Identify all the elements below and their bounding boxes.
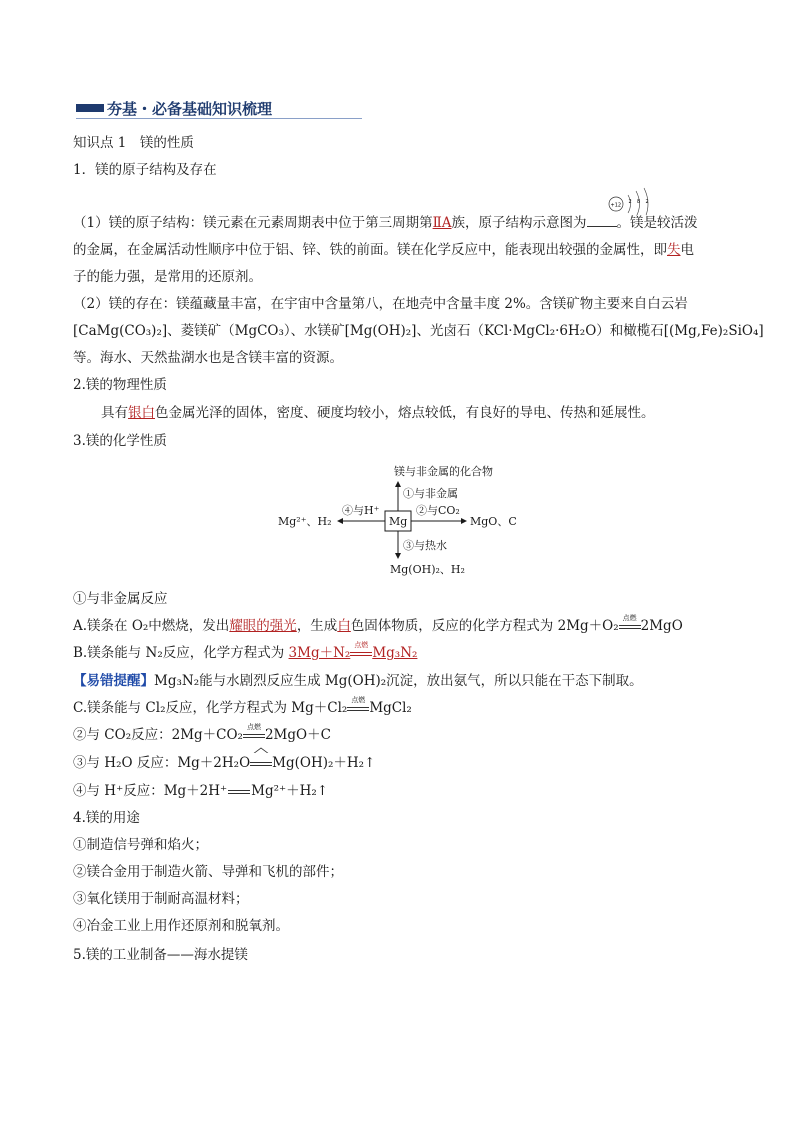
text-segment: ④与 H⁺反应：Mg＋2H⁺ bbox=[73, 783, 228, 799]
text-segment: 2MgO bbox=[640, 618, 683, 634]
reaction-nitrogen bbox=[73, 643, 417, 663]
text-segment: 色固体物质，反应的化学方程式为 2Mg＋O₂ bbox=[350, 618, 619, 634]
group-answer: ⅡA bbox=[432, 215, 452, 231]
text-segment: 电 bbox=[680, 242, 694, 258]
diagram-right-product: MgO、C bbox=[470, 515, 517, 528]
answer-lose: 失 bbox=[667, 242, 681, 258]
text-segment: 。镁是较活泼 bbox=[616, 215, 698, 231]
diagram-right-label: ②与CO₂ bbox=[416, 504, 460, 517]
heading-uses: 4.镁的用途 bbox=[73, 810, 140, 826]
heading-industrial-prep: 5.镁的工业制备——海水提镁 bbox=[73, 947, 248, 963]
diagram-up-label: ①与非金属 bbox=[403, 487, 458, 500]
condition-label: 点燃 bbox=[351, 696, 366, 704]
text-segment: ②与 CO₂反应：2Mg＋CO₂ bbox=[73, 727, 243, 743]
ignition-condition bbox=[347, 698, 369, 718]
error-reminder bbox=[73, 671, 643, 691]
heat-condition bbox=[250, 753, 272, 773]
diagram-down-label: ③与热水 bbox=[403, 539, 447, 552]
reaction-co2 bbox=[73, 725, 331, 745]
text-segment: ，生成 bbox=[296, 618, 338, 634]
diagram-left-product: Mg²⁺、H₂ bbox=[278, 515, 332, 528]
para-existence-line1: （2）镁的存在：镁蕴藏量丰富，在宇宙中含量第八，在地壳中含量丰度 2%。含镁矿物主要来自白云岩 bbox=[73, 296, 688, 312]
reaction-oxygen bbox=[73, 616, 683, 636]
use-item-3: ③氧化镁用于制耐高温材料； bbox=[73, 891, 249, 907]
para-existence-line2: [CaMg(CO₃)₂]、菱镁矿（MgCO₃）、水镁矿[Mg(OH)₂]、光卤石（KCl·MgCl₂·6H₂O）和橄榄石[(Mg,Fe)₂SiO₄] bbox=[73, 323, 764, 339]
text-segment: B.镁条能与 N₂反应，化学方程式为 bbox=[73, 645, 289, 661]
text-segment: 具有 bbox=[101, 405, 128, 421]
error-reminder-label: 【易错提醒】 bbox=[73, 673, 154, 689]
diagram-bottom-product: Mg(OH)₂、H₂ bbox=[390, 563, 465, 576]
shell-electrons-3: 2 bbox=[645, 199, 649, 205]
shell-electrons-2: 8 bbox=[637, 199, 641, 205]
use-item-2: ②镁合金用于制造火箭、导弹和飞机的部件； bbox=[73, 864, 343, 880]
reaction-acid bbox=[73, 781, 328, 801]
use-item-4: ④冶金工业上用作还原剂和脱氧剂。 bbox=[73, 918, 289, 934]
diagram-left-label: ④与H⁺ bbox=[342, 504, 380, 517]
section-header-bar bbox=[76, 104, 104, 112]
text-segment: C.镁条能与 Cl₂反应，化学方程式为 Mg＋Cl₂ bbox=[73, 700, 348, 716]
error-reminder-text: Mg₃N₂能与水剧烈反应生成 Mg(OH)₂沉淀，放出氨气，所以只能在干态下制取。 bbox=[154, 673, 643, 689]
answer-equation-left: 3Mg＋N₂ bbox=[288, 645, 351, 661]
atom-structure-diagram bbox=[606, 185, 666, 215]
text-segment: Mg(OH)₂＋H₂↑ bbox=[272, 755, 376, 771]
answer-equation-right: Mg₃N₂ bbox=[372, 645, 418, 661]
heading-chemical: 3.镁的化学性质 bbox=[73, 433, 167, 449]
reaction-chlorine bbox=[73, 698, 412, 718]
heading-nonmetal-reaction: ①与非金属反应 bbox=[73, 591, 168, 607]
text-segment: A.镁条在 O₂中燃烧，发出 bbox=[73, 618, 230, 634]
text-segment: 族，原子结构示意图为 bbox=[451, 215, 587, 231]
equals-sign bbox=[228, 790, 250, 794]
section-title: 夯基・必备基础知识梳理 bbox=[107, 100, 273, 118]
text-segment: Mg²⁺＋H₂↑ bbox=[251, 783, 329, 799]
text-segment: MgCl₂ bbox=[369, 700, 412, 716]
condition-label: 点燃 bbox=[246, 723, 261, 731]
section-rule bbox=[76, 118, 362, 119]
reaction-water bbox=[73, 753, 375, 773]
answer-silver-white: 银白 bbox=[128, 405, 155, 421]
text-segment: 的金属，在金属活动性顺序中位于铝、锌、铁的前面。镁在化学反应中，能表现出较强的金属性，即 bbox=[73, 242, 667, 258]
use-item-1: ①制造信号弹和焰火； bbox=[73, 837, 208, 853]
reaction-diagram bbox=[270, 458, 530, 582]
condition-label: 点燃 bbox=[354, 641, 369, 649]
diagram-top-label: 镁与非金属的化合物 bbox=[394, 465, 493, 478]
ignition-condition bbox=[243, 725, 265, 745]
para-structure-line3: 子的能力强，是常用的还原剂。 bbox=[73, 269, 262, 285]
text-segment: 色金属光泽的固体，密度、硬度均较小，熔点较低，有良好的导电、传热和延展性。 bbox=[155, 405, 655, 421]
text-segment: （1）镁的原子结构：镁元素在元素周期表中位于第三周期第 bbox=[73, 215, 433, 231]
answer-white: 白 bbox=[337, 618, 351, 634]
nucleus-charge: +12 bbox=[610, 202, 622, 209]
para-existence-line3: 等。海水、天然盐湖水也是含镁丰富的资源。 bbox=[73, 350, 343, 366]
shell-electrons-1: 2 bbox=[628, 199, 632, 205]
para-structure-line2 bbox=[73, 240, 694, 260]
para-structure-line1 bbox=[73, 213, 698, 233]
ignition-condition bbox=[619, 616, 641, 636]
para-physical bbox=[101, 403, 655, 423]
diagram-center: Mg bbox=[389, 515, 408, 528]
knowledge-point-title: 知识点 1 镁的性质 bbox=[73, 135, 194, 151]
heading-structure: 1．镁的原子结构及存在 bbox=[73, 162, 217, 178]
text-segment: ③与 H₂O 反应：Mg＋2H₂O bbox=[73, 755, 251, 771]
answer-dazzling-light: 耀眼的强光 bbox=[229, 618, 297, 634]
heading-physical: 2.镁的物理性质 bbox=[73, 377, 167, 393]
ignition-condition bbox=[350, 643, 372, 663]
text-segment: 2MgO＋C bbox=[264, 727, 331, 743]
condition-label: 点燃 bbox=[622, 614, 637, 622]
answer-blank bbox=[587, 213, 617, 227]
